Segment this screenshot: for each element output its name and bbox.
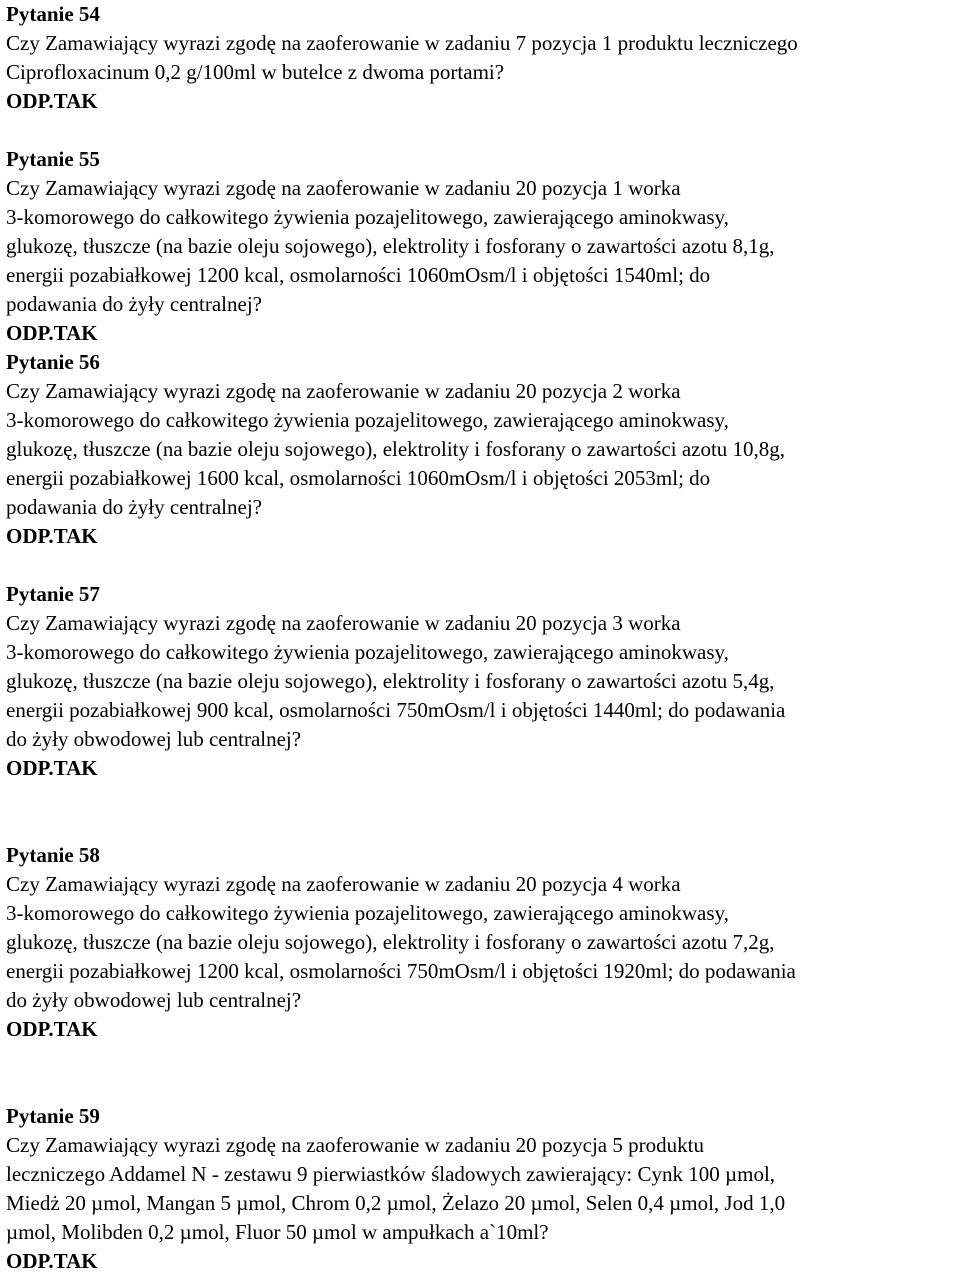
question-text-line: energii pozabiałkowej 1600 kcal, osmolarności 1060mOsm/l i objętości 2053ml; do: [6, 466, 711, 490]
spacer: [6, 1044, 956, 1102]
question-title: Pytanie 55: [6, 147, 100, 171]
question-text-line: Czy Zamawiający wyrazi zgodę na zaoferowanie w zadaniu 20 pozycja 4 worka: [6, 872, 681, 896]
answer: ODP.TAK: [6, 321, 98, 345]
answer: ODP.TAK: [6, 89, 98, 113]
question-text-line: glukozę, tłuszcze (na bazie oleju sojowego), elektrolity i fosforany o zawartości azotu 5,4g,: [6, 669, 775, 693]
question-title: Pytanie 58: [6, 843, 100, 867]
question-text-line: energii pozabiałkowej 900 kcal, osmolarności 750mOsm/l i objętości 1440ml; do podawania: [6, 698, 786, 722]
question-text-line: podawania do żyły centralnej?: [6, 495, 262, 519]
question-title: Pytanie 54: [6, 2, 100, 26]
question-text-line: Miedż 20 µmol, Mangan 5 µmol, Chrom 0,2 µmol, Żelazo 20 µmol, Selen 0,4 µmol, Jod 1,0: [6, 1191, 786, 1215]
question-title: Pytanie 59: [6, 1104, 100, 1128]
question-text-line: glukozę, tłuszcze (na bazie oleju sojowego), elektrolity i fosforany o zawartości azotu 8,1g,: [6, 234, 775, 258]
question-text-line: podawania do żyły centralnej?: [6, 292, 262, 316]
question-text-line: do żyły obwodowej lub centralnej?: [6, 727, 302, 751]
question-text-line: Ciprofloxacinum 0,2 g/100ml w butelce z dwoma portami?: [6, 60, 505, 84]
spacer: [6, 551, 956, 580]
question-text-line: do żyły obwodowej lub centralnej?: [6, 988, 302, 1012]
question-text-line: 3-komorowego do całkowitego żywienia pozajelitowego, zawierającego aminokwasy,: [6, 901, 729, 925]
question-text-line: µmol, Molibden 0,2 µmol, Fluor 50 µmol w ampułkach a`10ml?: [6, 1220, 549, 1244]
question-58: [6, 841, 956, 1044]
question-54: [6, 0, 956, 116]
question-59: [6, 1102, 956, 1276]
question-text-line: 3-komorowego do całkowitego żywienia pozajelitowego, zawierającego aminokwasy,: [6, 640, 729, 664]
question-title: Pytanie 57: [6, 582, 100, 606]
question-text-line: 3-komorowego do całkowitego żywienia pozajelitowego, zawierającego aminokwasy,: [6, 205, 729, 229]
question-56: [6, 348, 956, 551]
answer: ODP.TAK: [6, 524, 98, 548]
question-text-line: Czy Zamawiający wyrazi zgodę na zaoferowanie w zadaniu 20 pozycja 5 produktu: [6, 1133, 704, 1157]
question-57: [6, 580, 956, 783]
document-page: [6, 0, 956, 1276]
spacer: [6, 116, 956, 145]
answer: ODP.TAK: [6, 1249, 98, 1273]
question-text-line: glukozę, tłuszcze (na bazie oleju sojowego), elektrolity i fosforany o zawartości azotu 7,2g,: [6, 930, 775, 954]
spacer: [6, 783, 956, 841]
question-text-line: Czy Zamawiający wyrazi zgodę na zaoferowanie w zadaniu 20 pozycja 1 worka: [6, 176, 681, 200]
question-text-line: Czy Zamawiający wyrazi zgodę na zaoferowanie w zadaniu 7 pozycja 1 produktu leczniczego: [6, 31, 798, 55]
question-text-line: energii pozabiałkowej 1200 kcal, osmolarności 750mOsm/l i objętości 1920ml; do podawania: [6, 959, 796, 983]
question-text-line: glukozę, tłuszcze (na bazie oleju sojowego), elektrolity i fosforany o zawartości azotu 10,8g,: [6, 437, 786, 461]
question-text-line: Czy Zamawiający wyrazi zgodę na zaoferowanie w zadaniu 20 pozycja 2 worka: [6, 379, 681, 403]
question-text-line: leczniczego Addamel N - zestawu 9 pierwiastków śladowych zawierający: Cynk 100 µmol,: [6, 1162, 776, 1186]
question-text-line: Czy Zamawiający wyrazi zgodę na zaoferowanie w zadaniu 20 pozycja 3 worka: [6, 611, 681, 635]
question-55: [6, 145, 956, 348]
answer: ODP.TAK: [6, 1017, 98, 1041]
question-text-line: 3-komorowego do całkowitego żywienia pozajelitowego, zawierającego aminokwasy,: [6, 408, 729, 432]
question-title: Pytanie 56: [6, 350, 100, 374]
answer: ODP.TAK: [6, 756, 98, 780]
question-text-line: energii pozabiałkowej 1200 kcal, osmolarności 1060mOsm/l i objętości 1540ml; do: [6, 263, 711, 287]
